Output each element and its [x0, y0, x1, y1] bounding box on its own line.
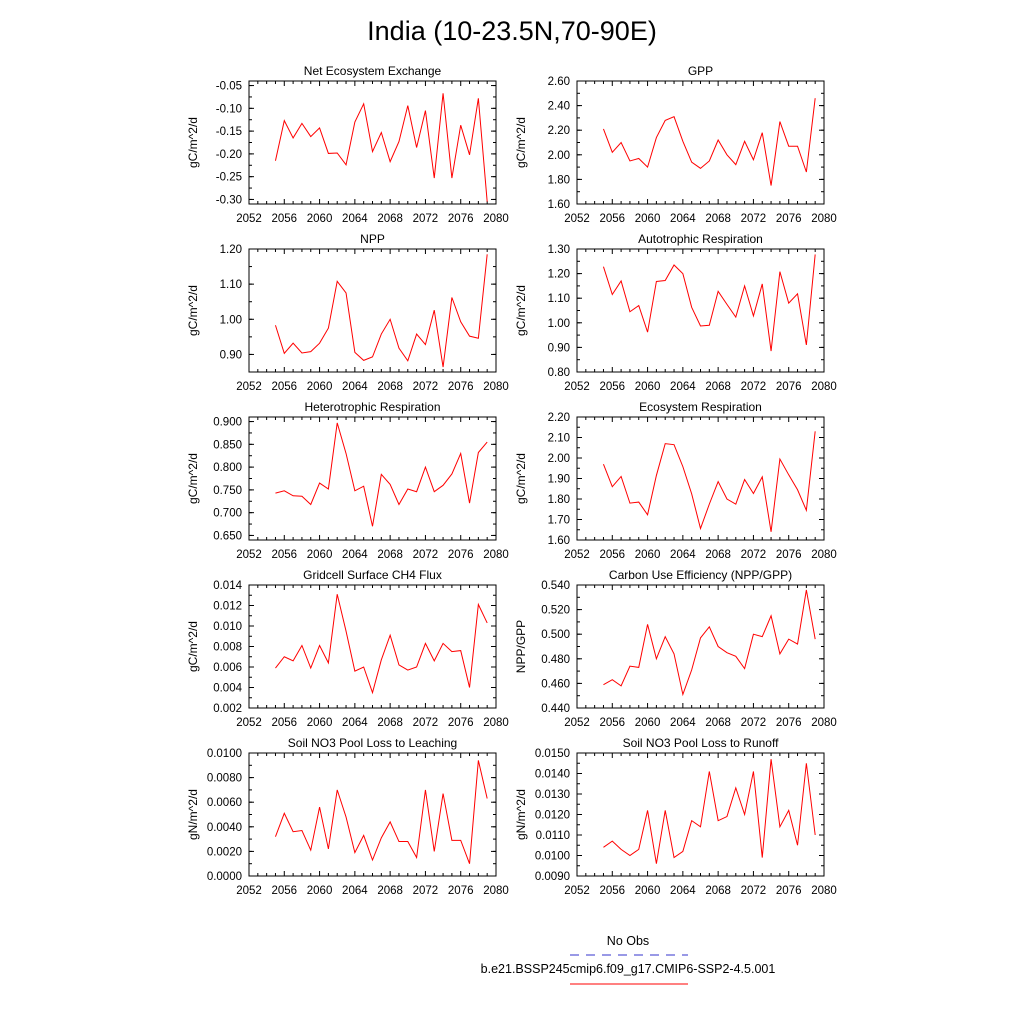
panel-title: GPP: [687, 64, 714, 78]
x-tick-label: 2060: [306, 213, 333, 225]
panel-title: Heterotrophic Respiration: [304, 400, 441, 414]
x-tick-label: 2072: [412, 381, 439, 393]
y-tick-label: 2.10: [547, 432, 570, 445]
series-line: [275, 254, 487, 367]
plot-frame: [249, 585, 496, 708]
panel-7: [514, 568, 837, 729]
y-tick-label: 0.750: [213, 484, 242, 497]
y-axis-label: gN/m^2/d: [186, 789, 200, 840]
x-tick-label: 2072: [740, 213, 767, 225]
legend-obs-label: No Obs: [606, 934, 650, 948]
y-tick-label: 0.0080: [206, 772, 242, 785]
y-tick-label: 2.00: [547, 453, 570, 465]
y-tick-label: 0.008: [213, 641, 242, 654]
panel-grid: [186, 64, 837, 897]
y-tick-label: 1.00: [219, 314, 242, 327]
x-tick-label: 2068: [705, 549, 731, 561]
y-tick-label: 1.80: [547, 494, 570, 506]
y-tick-label: 0.850: [213, 439, 242, 452]
y-tick-label: 1.70: [547, 514, 570, 527]
y-tick-label: 0.500: [541, 629, 570, 642]
y-tick-label: 0.004: [213, 682, 242, 695]
y-tick-label: 1.30: [547, 244, 570, 256]
x-tick-label: 2060: [634, 549, 661, 561]
x-tick-label: 2072: [740, 549, 767, 561]
series-line: [603, 431, 815, 531]
x-tick-label: 2060: [306, 717, 333, 729]
x-tick-label: 2060: [306, 381, 333, 393]
x-tick-label: 2056: [271, 717, 298, 729]
legend-model-label: b.e21.BSSP245cmip6.f09_g17.CMIP6-SSP2-4.5.001: [480, 962, 776, 976]
y-tick-label: 1.10: [547, 293, 570, 306]
x-tick-label: 2076: [447, 717, 474, 729]
panel-2: [186, 232, 509, 393]
x-tick-label: 2080: [811, 549, 837, 561]
y-tick-label: 2.60: [547, 76, 570, 88]
x-tick-label: 2056: [599, 213, 626, 225]
x-tick-label: 2068: [705, 381, 731, 393]
y-tick-label: 0.0120: [534, 809, 570, 822]
x-tick-label: 2056: [271, 885, 298, 897]
panel-9: [514, 736, 837, 897]
y-tick-label: 0.0020: [206, 846, 242, 859]
x-tick-label: 2076: [775, 381, 802, 393]
x-tick-label: 2052: [564, 717, 590, 729]
x-tick-label: 2068: [377, 381, 403, 393]
y-tick-label: 0.0000: [206, 871, 242, 883]
x-tick-label: 2076: [775, 213, 802, 225]
plot-frame: [577, 417, 824, 540]
x-tick-label: 2080: [811, 381, 837, 393]
x-tick-label: 2056: [271, 213, 298, 225]
y-axis-label: gC/m^2/d: [186, 621, 200, 672]
x-tick-label: 2072: [740, 717, 767, 729]
x-tick-label: 2064: [342, 213, 368, 225]
x-tick-label: 2076: [447, 885, 474, 897]
x-tick-label: 2052: [564, 213, 590, 225]
y-tick-label: 0.0150: [534, 748, 570, 760]
x-tick-label: 2064: [670, 549, 696, 561]
series-line: [603, 254, 815, 351]
x-tick-label: 2076: [447, 381, 474, 393]
x-tick-label: 2068: [705, 213, 731, 225]
x-tick-label: 2072: [740, 885, 767, 897]
panel-title: NPP: [360, 232, 385, 246]
x-tick-label: 2068: [377, 549, 403, 561]
plot-frame: [249, 249, 496, 372]
y-tick-label: 0.0130: [534, 789, 570, 801]
series-line: [275, 423, 487, 526]
y-tick-label: 2.00: [547, 149, 570, 162]
y-tick-label: 0.480: [541, 653, 570, 666]
y-tick-label: -0.05: [215, 80, 242, 93]
y-axis-label: gC/m^2/d: [514, 285, 528, 336]
x-tick-label: 2072: [412, 717, 439, 729]
y-tick-label: 0.0100: [534, 850, 570, 863]
x-tick-label: 2056: [599, 885, 626, 897]
x-tick-label: 2052: [564, 885, 590, 897]
x-tick-label: 2056: [599, 381, 626, 393]
y-axis-label: gN/m^2/d: [514, 789, 528, 840]
y-axis-label: gC/m^2/d: [186, 117, 200, 168]
panel-title: Carbon Use Efficiency (NPP/GPP): [608, 568, 793, 582]
x-tick-label: 2052: [236, 717, 262, 729]
panel-4: [186, 400, 509, 561]
y-tick-label: 0.0100: [206, 748, 242, 760]
x-tick-label: 2056: [599, 549, 626, 561]
x-tick-label: 2060: [306, 549, 333, 561]
y-tick-label: -0.30: [215, 194, 242, 207]
y-tick-label: 1.60: [547, 199, 570, 211]
panel-3: [514, 232, 837, 393]
y-tick-label: 0.700: [213, 507, 242, 520]
x-tick-label: 2076: [775, 549, 802, 561]
x-tick-label: 2080: [811, 717, 837, 729]
y-tick-label: 0.0140: [534, 768, 570, 781]
y-tick-label: 0.0110: [535, 830, 570, 842]
x-tick-label: 2072: [412, 885, 439, 897]
series-line: [275, 594, 487, 692]
plot-frame: [577, 249, 824, 372]
x-tick-label: 2076: [447, 549, 474, 561]
x-tick-label: 2080: [483, 213, 509, 225]
x-tick-label: 2068: [377, 717, 403, 729]
x-tick-label: 2072: [740, 381, 767, 393]
x-tick-label: 2076: [447, 213, 474, 225]
x-tick-label: 2080: [811, 213, 837, 225]
x-tick-label: 2060: [306, 885, 333, 897]
y-tick-label: 0.006: [213, 662, 242, 674]
x-tick-label: 2072: [412, 549, 439, 561]
y-tick-label: -0.25: [215, 171, 242, 184]
y-tick-label: 1.60: [547, 535, 570, 547]
legend: [481, 934, 776, 984]
x-tick-label: 2080: [811, 885, 837, 897]
x-tick-label: 2052: [564, 381, 590, 393]
y-axis-label: gC/m^2/d: [514, 117, 528, 168]
x-tick-label: 2068: [377, 885, 403, 897]
panel-title: Net Ecosystem Exchange: [303, 64, 442, 78]
plot-frame: [249, 417, 496, 540]
panel-title: Soil NO3 Pool Loss to Runoff: [622, 736, 779, 750]
x-tick-label: 2060: [634, 885, 661, 897]
panel-8: [186, 736, 509, 897]
x-tick-label: 2060: [634, 381, 661, 393]
x-tick-label: 2068: [705, 885, 731, 897]
y-tick-label: 0.0090: [534, 871, 570, 883]
figure-title: India (10-23.5N,70-90E): [367, 16, 657, 46]
y-tick-label: 0.002: [213, 703, 242, 715]
y-tick-label: 1.90: [547, 473, 570, 486]
plot-frame: [249, 753, 496, 876]
x-tick-label: 2080: [483, 381, 509, 393]
x-tick-label: 2064: [342, 381, 368, 393]
y-tick-label: 0.0040: [206, 821, 242, 834]
series-line: [603, 590, 815, 695]
x-tick-label: 2064: [670, 381, 696, 393]
x-tick-label: 2064: [670, 213, 696, 225]
y-tick-label: 0.650: [213, 530, 242, 543]
panel-title: Gridcell Surface CH4 Flux: [303, 568, 442, 582]
x-tick-label: 2068: [377, 213, 403, 225]
y-tick-label: -0.10: [215, 103, 242, 116]
y-axis-label: gC/m^2/d: [186, 453, 200, 504]
y-tick-label: 1.20: [547, 268, 570, 281]
x-tick-label: 2064: [670, 717, 696, 729]
x-tick-label: 2064: [342, 885, 368, 897]
x-tick-label: 2080: [483, 549, 509, 561]
x-tick-label: 2052: [236, 381, 262, 393]
y-tick-label: -0.15: [215, 126, 242, 139]
x-tick-label: 2080: [483, 885, 509, 897]
series-line: [603, 98, 815, 185]
x-tick-label: 2052: [236, 885, 262, 897]
y-tick-label: 2.40: [547, 100, 570, 113]
y-tick-label: 0.520: [541, 604, 570, 617]
panel-6: [186, 568, 509, 729]
y-tick-label: 0.80: [547, 367, 570, 379]
x-tick-label: 2064: [670, 885, 696, 897]
y-tick-label: 2.20: [547, 125, 570, 138]
y-tick-label: 0.90: [219, 349, 242, 362]
y-tick-label: 0.90: [547, 342, 570, 355]
x-tick-label: 2052: [236, 549, 262, 561]
x-tick-label: 2080: [483, 717, 509, 729]
x-tick-label: 2052: [564, 549, 590, 561]
y-tick-label: 0.460: [541, 678, 570, 691]
panel-1: [514, 64, 837, 225]
panel-title: Autotrophic Respiration: [638, 232, 763, 246]
y-tick-label: 0.900: [213, 416, 242, 429]
y-axis-label: NPP/GPP: [514, 619, 528, 674]
x-tick-label: 2052: [236, 213, 262, 225]
x-tick-label: 2068: [705, 717, 731, 729]
x-tick-label: 2076: [775, 717, 802, 729]
panel-0: [186, 64, 509, 225]
panel-5: [514, 400, 837, 561]
y-tick-label: 1.00: [547, 317, 570, 330]
y-tick-label: 0.0060: [206, 797, 242, 810]
series-line: [275, 760, 487, 863]
y-axis-label: gC/m^2/d: [186, 285, 200, 336]
x-tick-label: 2056: [271, 549, 298, 561]
plot-frame: [577, 585, 824, 708]
series-line: [275, 93, 487, 201]
panel-title: Ecosystem Respiration: [639, 400, 762, 414]
x-tick-label: 2064: [342, 549, 368, 561]
x-tick-label: 2060: [634, 717, 661, 729]
y-tick-label: 0.540: [541, 580, 570, 592]
x-tick-label: 2056: [271, 381, 298, 393]
y-tick-label: 0.440: [541, 703, 570, 715]
plot-frame: [249, 81, 496, 204]
x-tick-label: 2056: [599, 717, 626, 729]
x-tick-label: 2076: [775, 885, 802, 897]
y-tick-label: 1.20: [219, 244, 242, 256]
x-tick-label: 2072: [412, 213, 439, 225]
y-tick-label: 0.012: [213, 600, 242, 613]
y-tick-label: 0.800: [213, 462, 242, 475]
y-axis-label: gC/m^2/d: [514, 453, 528, 504]
series-line: [603, 759, 815, 864]
x-tick-label: 2064: [342, 717, 368, 729]
y-tick-label: 2.20: [547, 412, 570, 424]
y-tick-label: 0.014: [213, 580, 242, 592]
panel-title: Soil NO3 Pool Loss to Leaching: [287, 736, 458, 750]
y-tick-label: 1.10: [219, 279, 242, 292]
x-tick-label: 2060: [634, 213, 661, 225]
y-tick-label: -0.20: [215, 148, 242, 161]
y-tick-label: 0.010: [213, 621, 242, 633]
y-tick-label: 1.80: [547, 174, 570, 187]
